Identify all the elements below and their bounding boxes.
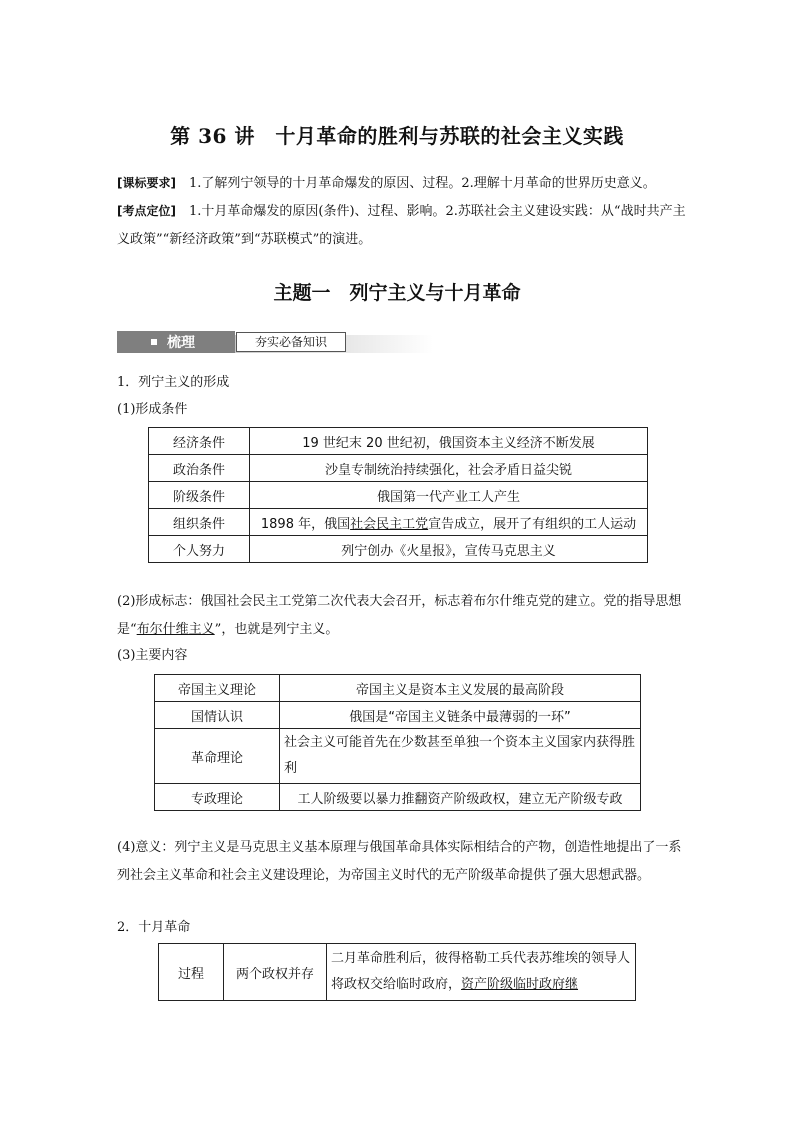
table-cell: 社会主义可能首先在少数甚至单独一个资本主义国家内获得胜利	[280, 729, 641, 784]
underlined-text: 布尔什维主义	[136, 622, 215, 637]
table-cell: 帝国主义理论	[155, 675, 280, 702]
table-cell	[327, 944, 636, 1001]
section1-sub4: (4)意义：列宁主义是马克思主义基本原理与俄国革命具体实际相结合的产物，创造性地提出了一系列社会主义革命和社会主义建设理论，为帝国主义时代的无产阶级革命提供了强大思想武器。	[117, 840, 682, 883]
table-row	[155, 784, 641, 811]
table-cell: 沙皇专制统治持续强化，社会矛盾日益尖锐	[250, 455, 648, 482]
table-cell: 19 世纪末 20 世纪初，俄国资本主义经济不断发展	[250, 428, 648, 455]
topic-title: 主题一 列宁主义与十月革命	[273, 282, 521, 304]
table-row	[159, 944, 636, 1001]
table-cell: 工人阶级要以暴力推翻资产阶级政权，建立无产阶级专政	[280, 784, 641, 811]
table-cell: 俄国第一代产业工人产生	[250, 482, 648, 509]
table-cell: 阶级条件	[149, 482, 250, 509]
section1-sub1: (1)形成条件	[117, 402, 188, 417]
table-cell: 国情认识	[155, 702, 280, 729]
table-row	[155, 729, 641, 784]
table-cell: 专政理论	[155, 784, 280, 811]
positioning-tag: [考点定位]	[117, 204, 176, 218]
section2-heading: 2．十月革命	[117, 920, 191, 935]
sub2-text: (2)形成标志：俄国社会民主工党第二次代表大会召开，标志着布尔什维克党的建立。党的指导思想是“	[117, 594, 682, 637]
square-icon	[151, 339, 157, 345]
cell-text: 宣告成立，展开了有组织的工人运动	[428, 516, 637, 532]
table-cell: 政治条件	[149, 455, 250, 482]
requirement-tag: [课标要求]	[117, 176, 176, 190]
table-row	[155, 675, 641, 702]
exam-positioning	[117, 197, 687, 254]
sub2-text: ”，也就是列宁主义。	[214, 622, 339, 637]
banner-label: 梳理	[167, 335, 195, 351]
table-cell: 组织条件	[149, 509, 250, 536]
october-revolution-table	[158, 943, 636, 1001]
table-cell: 经济条件	[149, 428, 250, 455]
table-row	[155, 702, 641, 729]
table-cell: 两个政权并存	[224, 944, 327, 1001]
section1-heading: 1．列宁主义的形成	[117, 375, 230, 390]
table-cell: 过程	[159, 944, 224, 1001]
banner-subtitle: 夯实必备知识	[236, 332, 346, 352]
underlined-text: 社会民主工党	[350, 516, 429, 532]
table-cell: 革命理论	[155, 729, 280, 784]
table-row	[149, 482, 648, 509]
curriculum-requirement	[117, 169, 687, 198]
cell-text: 1898 年，俄国	[260, 516, 351, 532]
table-row	[149, 509, 648, 536]
section1-sub2	[117, 588, 687, 644]
lesson-title: 第 36 讲 十月革命的胜利与苏联的社会主义实践	[170, 124, 624, 148]
table-row	[149, 536, 648, 563]
cell-text: 二月革命胜利后，彼得格勒工兵代表苏维埃的领导人将政权交给临时政府，	[331, 951, 631, 992]
contents-table	[154, 674, 641, 811]
section1-sub3: (3)主要内容	[117, 648, 188, 663]
table-cell: 帝国主义是资本主义发展的最高阶段	[280, 675, 641, 702]
table-row	[149, 455, 648, 482]
conditions-table	[148, 427, 648, 563]
section-banner	[117, 331, 433, 353]
table-row	[149, 428, 648, 455]
underlined-text: 资产阶级临时政府继	[461, 977, 579, 992]
positioning-text: 1.十月革命爆发的原因(条件)、过程、影响。2.苏联社会主义建设实践：从“战时共产主义政策”“新经济政策”到“苏联模式”的演进。	[117, 204, 686, 247]
table-cell: 俄国是“帝国主义链条中最薄弱的一环”	[280, 702, 641, 729]
requirement-text: 1.了解列宁领导的十月革命爆发的原因、过程。2.理解十月革命的世界历史意义。	[175, 176, 656, 191]
table-cell	[250, 509, 648, 536]
table-cell: 个人努力	[149, 536, 250, 563]
table-cell: 列宁创办《火星报》，宣传马克思主义	[250, 536, 648, 563]
